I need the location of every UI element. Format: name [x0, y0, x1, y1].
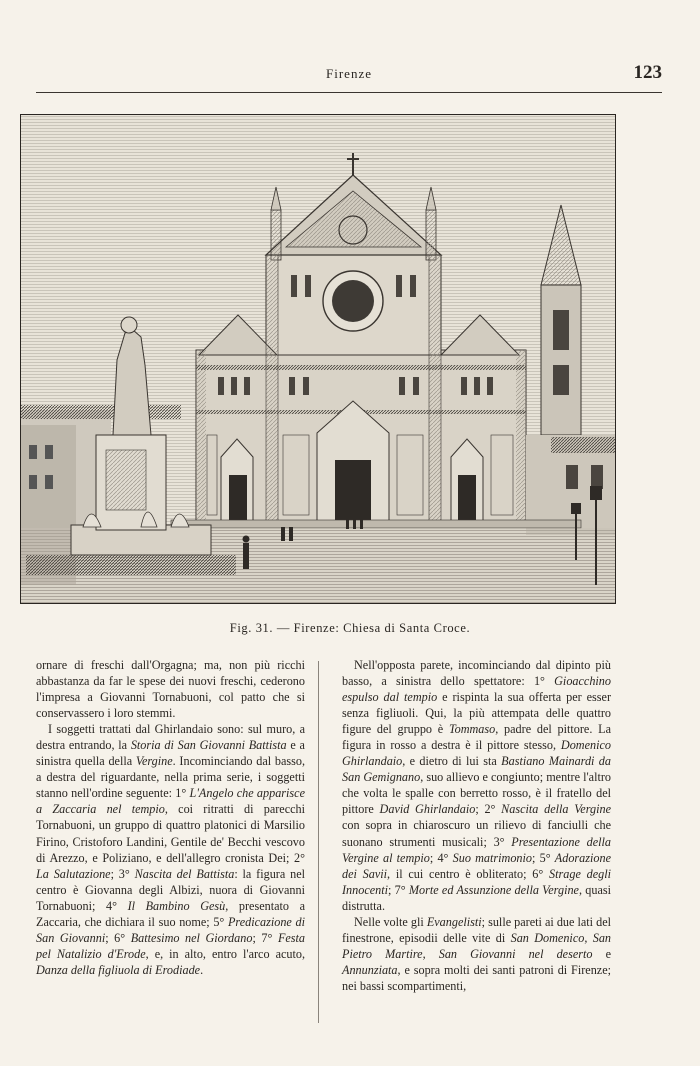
italic-run: Evangelisti: [426, 914, 482, 929]
text-run: Nell'opposta parete, incominciando dal dipinto più basso, a sinistra dello spettatore: 1°: [342, 658, 611, 689]
text-run: ; 2°: [475, 802, 502, 817]
text-run: , e dietro di lui sta: [402, 754, 502, 769]
paragraph: [342, 657, 611, 914]
text-column-left: [36, 657, 305, 978]
italic-run: Adorazione dei Savii: [342, 850, 611, 881]
text-run: Nelle volte gli: [354, 914, 427, 929]
italic-run: Strage degli Innocenti: [342, 866, 611, 897]
text-run: , padre del pittore. La figura in rosso a destra è il pittore stesso,: [342, 722, 611, 753]
text-run: I soggetti trattati dal Ghirlandaio sono: sul muro, a destra entrando, la: [36, 722, 305, 753]
text-run: e a sinistra quella della: [36, 738, 305, 769]
figure-engraving: [20, 114, 616, 604]
italic-run: Bastiano Mainardi da San Gemignano: [342, 754, 611, 785]
italic-run: David Ghirlandaio: [379, 802, 476, 817]
text-run: , il cui centro è obliterato; 6°: [387, 866, 550, 881]
italic-run: La Salutazione: [36, 866, 111, 881]
text-run: , e sopra molti dei santi patroni di Firenze; nei bassi scompartimenti,: [342, 962, 611, 993]
italic-run: Presentazione della Vergine al tempio: [342, 834, 611, 865]
italic-run: Danza della figliuola di Erodiade: [36, 962, 201, 977]
italic-run: Suo matrimonio: [452, 850, 533, 865]
figure-caption: Fig. 31. — Firenze: Chiesa di Santa Croce.: [229, 621, 471, 635]
italic-run: Morte ed Assunzione della Vergine: [408, 882, 579, 897]
text-run: . Incominciando dal basso, a destra del riguardante, nella prima serie, i soggetti stanno nell'ordine seguente: 1°: [36, 754, 305, 801]
italic-run: Festa pel Natalizio d'Erode: [36, 930, 306, 961]
column-rule: [318, 661, 319, 1023]
text-run: , coi ritratti di parecchi Tornabuoni, un gruppo di quattro platonici di Marsilio Firino, Cristoforo Landini, Gentile de' Becchi vescovo di Arezzo, e Poliziano, e dell'allegro cronista Dei; 2°: [36, 802, 305, 865]
page-header: [36, 62, 662, 93]
text-run: , suo allievo e congiunto; mentre l'altro che volta le spalle con berretto rosso, è il fratello del pittore: [342, 770, 612, 817]
text-run: ; 4°: [429, 850, 453, 865]
italic-run: Il Bambino Gesù: [127, 898, 226, 913]
italic-run: Annunziata: [342, 962, 398, 977]
italic-run: Gioacchino espulso dal tempio: [342, 674, 611, 705]
italic-run: Tommaso: [448, 722, 496, 737]
text-run: con sopra in chiaroscuro un rilievo di fanciulli che suonano strumenti musicali; 3°: [342, 818, 611, 849]
text-run: ; 5°: [532, 850, 555, 865]
italic-run: Battesimo nel Giordano: [130, 930, 253, 945]
text-run: , e, in alto, entro l'arco acuto,: [145, 946, 306, 961]
paragraph: [36, 657, 305, 721]
italic-run: Domenico Ghirlandaio: [342, 738, 611, 769]
text-run: ; 3°: [110, 866, 135, 881]
text-run: ; sulle pareti ai due lati del finestrone, episodii delle vite di: [342, 914, 611, 945]
paragraph: [342, 914, 611, 994]
text-run: ; 7°: [252, 930, 278, 945]
text-run: ; 7°: [388, 882, 409, 897]
italic-run: Predicazione di San Giovanni: [36, 914, 305, 945]
text-run: , presentato a Zaccaria, che dichiara il suo nome; 5°: [36, 898, 305, 929]
page-number: 123: [633, 62, 662, 83]
text-run: , quasi distrutta.: [342, 882, 611, 913]
text-run: ; 6°: [105, 930, 131, 945]
italic-run: Nascita della Vergine: [501, 802, 611, 817]
santa-croce-illustration: [21, 115, 615, 603]
italic-run: Storia di San Giovanni Battista: [130, 738, 287, 753]
italic-run: San Domenico, San Pietro Martire, San Giovanni nel deserto: [342, 930, 612, 961]
italic-run: Nascita del Battista: [134, 866, 235, 881]
italic-run: L'Angelo che apparisce a Zaccaria nel tempio: [36, 786, 305, 817]
text-run: .: [200, 962, 204, 977]
text-run: ornare di freschi dall'Orgagna; ma, non più ricchi abbastanza da far le spese dei nuovi freschi, cederono l'impresa a Giovanni Tornabuoni, col patto che si conservassero i loro stemmi.: [36, 658, 305, 721]
text-column-right: [342, 657, 611, 994]
paragraph: [36, 721, 305, 978]
text-run: e rispinta la sua offerta per esser senza figliuoli. Qui, la più attempata delle quattro figure del gruppo è: [342, 690, 612, 737]
italic-run: Vergine: [135, 754, 173, 769]
running-title: Firenze: [326, 66, 372, 81]
text-run: : la figura nel centro è Giovanna degli Albizi, nuora di Giovanni Tornabuoni; 4°: [36, 866, 305, 913]
text-run: e: [592, 946, 611, 961]
